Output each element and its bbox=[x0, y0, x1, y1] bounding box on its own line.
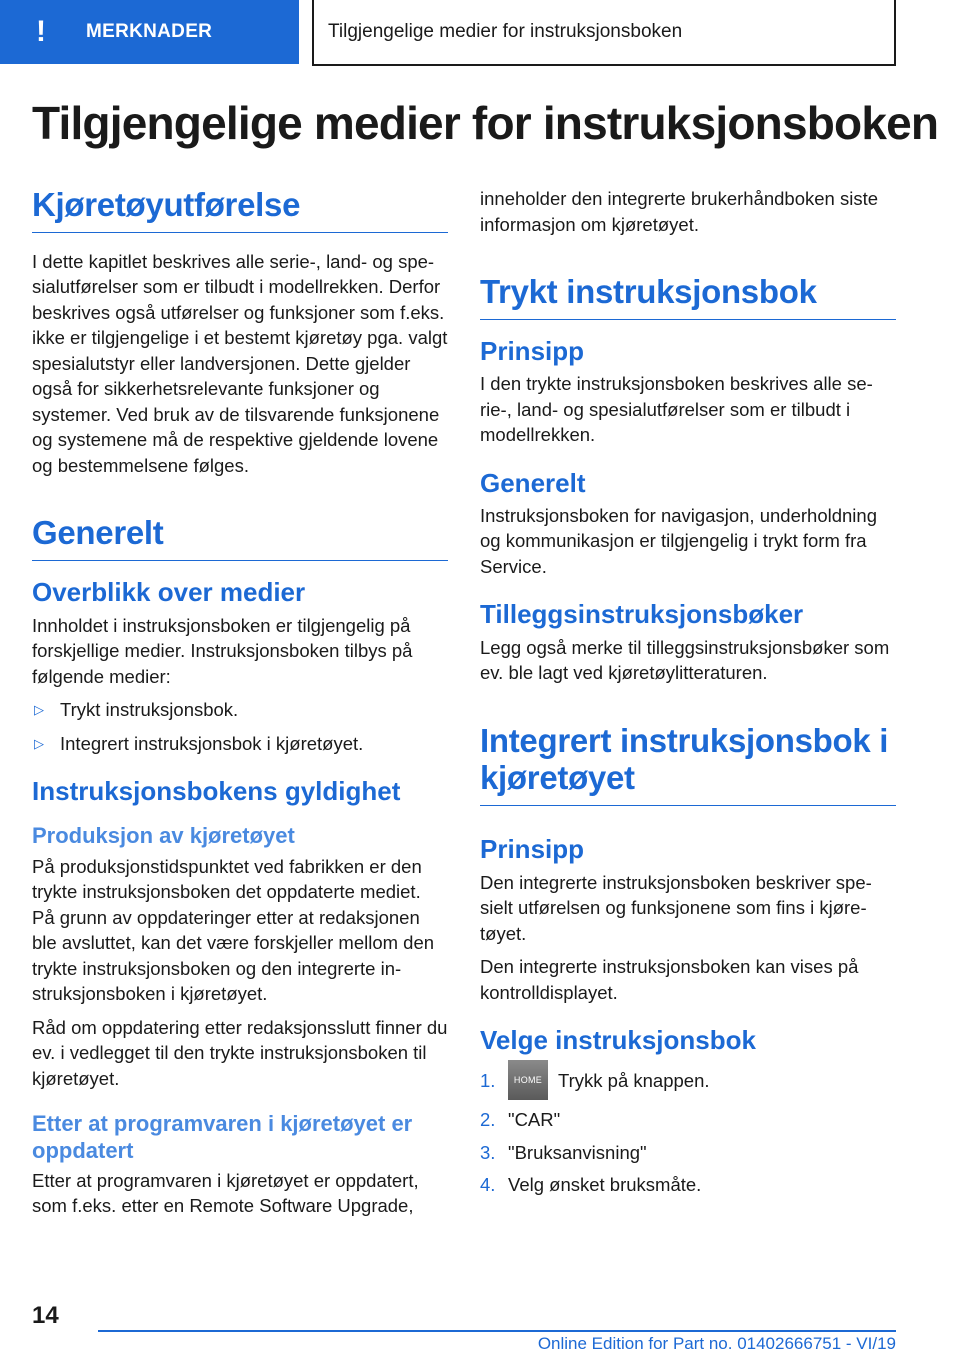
triangle-bullet-icon: ▷ bbox=[34, 702, 44, 718]
subheading-velge: Velge instruksjonsbok bbox=[480, 1025, 756, 1056]
paragraph: Etter at programvaren i kjøretøyet er oppdatert, som f.eks. etter en Remote Software Upgrade, bbox=[32, 1169, 419, 1217]
media-list bbox=[32, 697, 448, 756]
home-button-icon: HOME bbox=[508, 1060, 548, 1100]
section-tab bbox=[0, 0, 299, 64]
heading-trykt: Trykt instruksjonsbok bbox=[480, 273, 896, 320]
subheading-gyldighet: Instruksjonsbokens gyldighet bbox=[32, 776, 401, 807]
paragraph: I den trykte instruksjonsboken beskrives alle serie-, land- og spesialutførelser som er tilbudt i modellrekken. bbox=[480, 373, 873, 446]
list-item: 1. HOME Trykk på knappen. bbox=[480, 1060, 896, 1100]
heading-kjoretoyutforelse: Kjøretøyutførelse bbox=[32, 186, 448, 233]
list-item: ▷ Integrert instruksjonsbok i kjøretøyet. bbox=[32, 731, 448, 757]
topic-label: Tilgjengelige medier for instruksjonsboken bbox=[312, 0, 896, 66]
subheading-prinsipp: Prinsipp bbox=[480, 834, 585, 865]
page-number: 14 bbox=[32, 1302, 59, 1329]
left-column bbox=[32, 186, 448, 1227]
footer-divider bbox=[98, 1330, 896, 1332]
triangle-bullet-icon: ▷ bbox=[34, 735, 44, 751]
paragraph: Den integrerte instruksjonsboken beskriver spesielt utførelsen og funksjonene som fins i kjøretøyet. bbox=[480, 871, 872, 944]
subheading-tillegg: Tilleggsinstruksjonsbøker bbox=[480, 599, 804, 630]
subheading-generelt: Generelt bbox=[480, 467, 586, 498]
steps-list bbox=[480, 1060, 896, 1198]
list-item: 4. Velg ønsket bruksmåte. bbox=[480, 1174, 702, 1196]
heading-integrert: Integrert instruksjonsbok i kjøretøyet bbox=[480, 722, 896, 807]
paragraph: Råd om oppdatering etter redaksjonsslutt finner du ev. i vedlegget til den trykte instruksjonsboken til kjøretøyet. bbox=[32, 1016, 448, 1089]
right-column bbox=[480, 186, 896, 1205]
paragraph: I dette kapitlet beskrives alle serie-, land- og spesialutførelser som er tilbudt i modellrekken. Derfor beskrives også utførelser og funksjoner som f.eks. ikke er tilgjengelige i et bestemt kjøretøy pga. valgt spesialutstyr eller landversjonen. Dette gjelder også for sikkerhetsrelevante funksjoner og systemer. Ved bruk av de tilsvarende funksjonene og systemene må de respektive gjeldende lovene og bestemmelsene følges. bbox=[32, 250, 448, 476]
list-item: 3. "Bruksanvisning" bbox=[480, 1141, 647, 1163]
subheading-produksjon: Produksjon av kjøretøyet bbox=[32, 823, 295, 849]
section-label: MERKNADER bbox=[86, 21, 213, 42]
paragraph: Legg også merke til tilleggsinstruksjonsbøker som ev. ble lagt ved kjøretøylitteraturen. bbox=[480, 636, 890, 683]
paragraph: Instruksjonsboken for navigasjon, underholdning og kommunikasjon er tilgjengelig i trykt form fra Service. bbox=[480, 504, 877, 577]
subheading-overblikk: Overblikk over medier bbox=[32, 577, 306, 608]
page-header bbox=[0, 0, 960, 66]
paragraph: Innholdet i instruksjonsboken er tilgjengelig på forskjellige medier. Instruksjonsboken tilbys på følgende medier: bbox=[32, 614, 413, 687]
subheading-programvare: Etter at programvaren i kjøretøyet er oppdatert bbox=[32, 1111, 413, 1163]
paragraph: På produksjonstidspunktet ved fabrikken er den trykte instruksjonsboken det oppdaterte mediet. På grunn av oppdateringer etter at redaksjonen ble avsluttet, kan det være forskjeller mellom den trykte instruksjonsboken og den integrerte instruksjonsboken i kjøretøyet. bbox=[32, 855, 435, 1005]
list-item: ▷ Trykt instruksjonsbok. bbox=[32, 697, 448, 723]
list-item: 2. "CAR" bbox=[480, 1109, 561, 1131]
page-title: Tilgjengelige medier for instruksjonsboken bbox=[32, 97, 939, 149]
paragraph: Den integrerte instruksjonsboken kan vises på kontrolldisplayet. bbox=[480, 956, 859, 1003]
paragraph: inneholder den integrerte brukerhåndboken siste informasjon om kjøretøyet. bbox=[480, 188, 879, 235]
edition-footer: Online Edition for Part no. 01402666751 - VI/19 bbox=[537, 1334, 896, 1353]
subheading-prinsipp: Prinsipp bbox=[480, 335, 585, 366]
heading-generelt: Generelt bbox=[32, 514, 448, 561]
exclamation-icon: ! bbox=[36, 15, 46, 48]
